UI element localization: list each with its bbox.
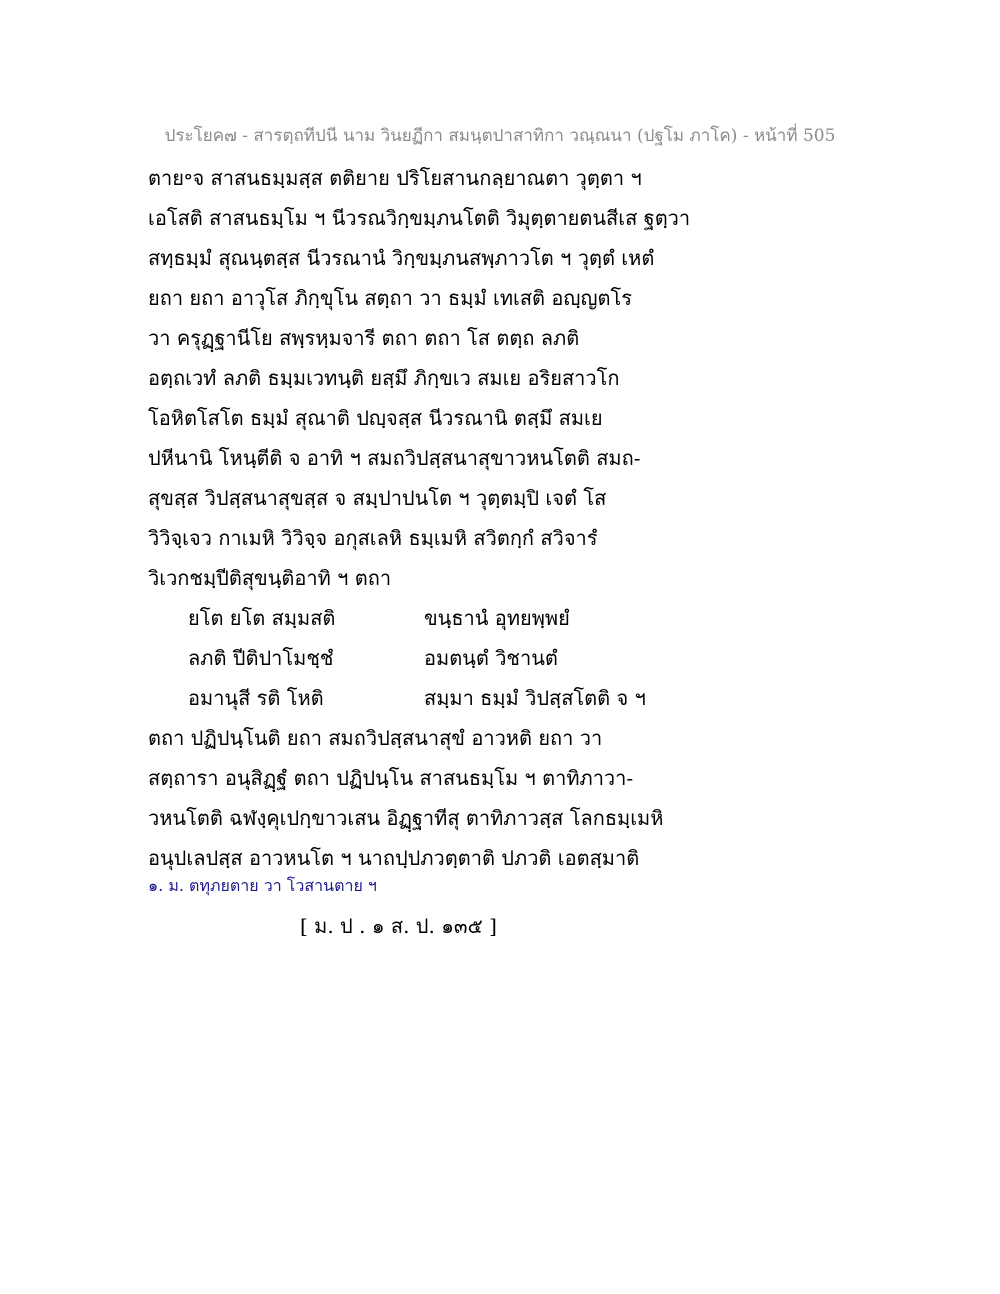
- body-text-bottom: [148, 718, 668, 878]
- page-reference: [ ม. ป . ๑ ส. ป. ๑๓๕ ]: [300, 914, 497, 938]
- verse-line: [188, 678, 668, 718]
- footnote: ๑. ม. ตทุภยตาย วา โวสานตาย ฯ: [148, 876, 377, 895]
- verse-second-half: อมตนฺตํ วิชานตํ: [424, 646, 558, 670]
- text-line: วา ครุฏฺฐานีโย สพฺรหฺมจารี ตถา ตถา โส ตตฺถ ลภติ: [148, 326, 580, 350]
- verse-first-half: ลภติ ปีติปาโมชฺชํ: [188, 646, 334, 670]
- verse-first-half: อมานุสี รติ โหติ: [188, 686, 324, 710]
- verse-second-half: สมฺมา ธมฺมํ วิปสฺสโตติ จ ฯ: [424, 686, 646, 710]
- page-header-text: ประโยค๗ - สารตฺถทีปนี นาม วินยฏีกา สมนฺตปาสาทิกา วณฺณนา (ปฐโม ภาโค) - หน้าที่ 505: [164, 126, 836, 146]
- text-line: ตถา ปฏิปนฺโนติ ยถา สมถวิปสฺสนาสุขํ อาวหติ ยถา วา: [148, 726, 603, 750]
- verse-first-half: ยโต ยโต สมฺมสติ: [188, 606, 336, 630]
- text-line: ปหีนานิ โหนฺตีติ จ อาทิ ฯ สมถวิปสฺสนาสุขาวหนโตติ สมถ-: [148, 446, 641, 470]
- text-line: สุขสฺส วิปสฺสนาสุขสฺส จ สมฺปาปนโต ฯ วุตฺตมฺปิ เจตํ โส: [148, 486, 607, 510]
- text-line: สทฺธมฺมํ สุณนฺตสฺส นีวรณานํ วิกฺขมฺภนสพฺภาวโต ฯ วุตฺตํ เหตํ: [148, 246, 655, 270]
- text-line: เอโสติ สาสนธมฺโม ฯ นีวรณวิกฺขมฺภนโตติ วิมุตฺตายตนสีเส ฐตฺวา: [148, 206, 691, 230]
- text-line: วิวิจฺเจว กาเมหิ วิวิจฺจ อกุสเลหิ ธมฺเมหิ สวิตกฺกํ สวิจารํ: [148, 526, 598, 550]
- text-line: โอหิตโสโต ธมฺมํ สุณาติ ปญฺจสฺส นีวรณานิ ตสฺมึ สมเย: [148, 406, 603, 430]
- body-text-top: [148, 158, 691, 598]
- verse-block: [188, 598, 668, 718]
- text-line: วหนโตติ ฉฬงฺคุเปกฺขาวเสน อิฏฺฐาทีสุ ตาทิภาวสฺส โลกธมฺเมหิ: [148, 806, 664, 830]
- text-line: สตฺถารา อนุสิฏฺฐํ ตถา ปฏิปนฺโน สาสนธมฺโม ฯ ตาทิภาวา-: [148, 766, 634, 790]
- verse-line: [188, 638, 668, 678]
- verse-second-half: ขนฺธานํ อุทยพฺพยํ: [424, 606, 570, 630]
- text-line: ยถา ยถา อาวุโส ภิกฺขุโน สตฺถา วา ธมฺมํ เทเสติ อญฺญตโร: [148, 286, 632, 310]
- text-line: วิเวกชมฺปีติสุขนฺติอาทิ ฯ ตถา: [148, 566, 392, 590]
- text-line: ตาย॰จ สาสนธมฺมสฺส ตติยาย ปริโยสานกลฺยาณตา วุตฺตา ฯ: [148, 166, 642, 190]
- verse-line: [188, 598, 668, 638]
- text-line: อตฺถเวทํ ลภติ ธมฺมเวทนฺติ ยสฺมึ ภิกฺขเว สมเย อริยสาวโก: [148, 366, 620, 390]
- text-line: อนุปเลปสฺส อาวหนโต ฯ นาถปฺปภวตฺตาติ ปภวติ เอตสฺมาติ: [148, 846, 640, 870]
- page-header: [0, 122, 1000, 149]
